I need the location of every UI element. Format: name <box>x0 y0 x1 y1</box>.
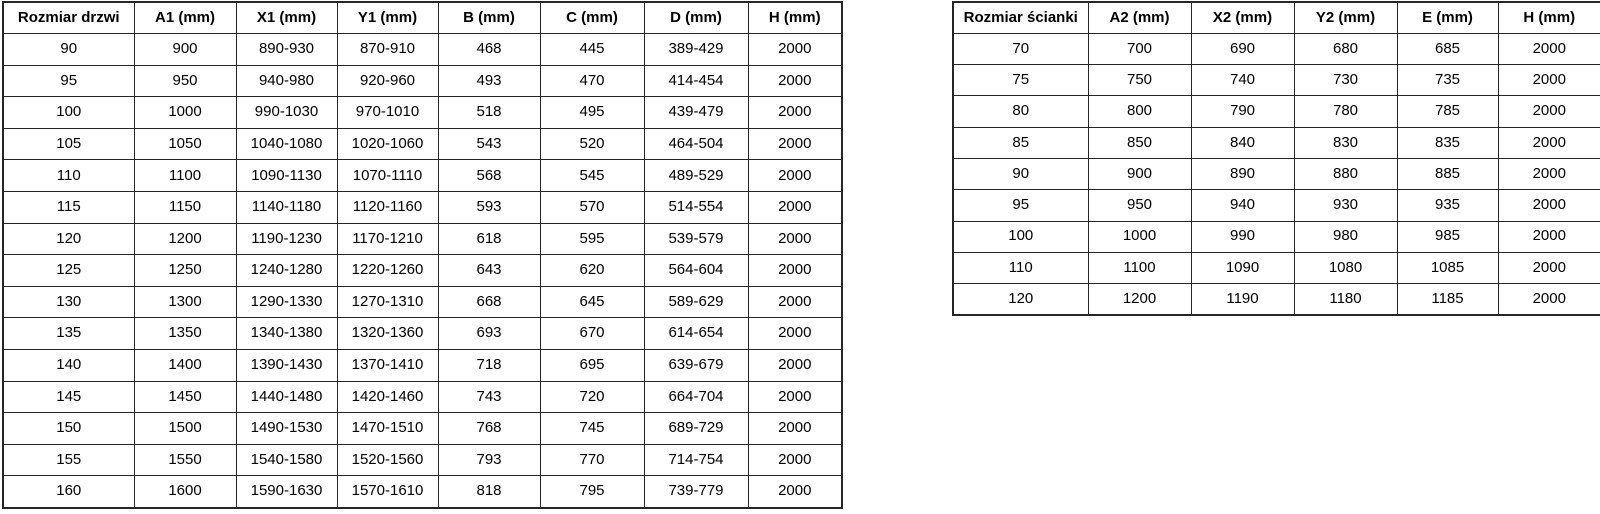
table-cell: 2000 <box>1498 33 1600 64</box>
table-cell: 1200 <box>134 223 236 255</box>
table-cell: 700 <box>1088 33 1191 64</box>
table-cell: 990 <box>1191 221 1294 252</box>
table-cell: 1470-1510 <box>337 413 438 445</box>
table-row <box>3 286 842 318</box>
table-cell: 1000 <box>1088 221 1191 252</box>
table-cell: 880 <box>1294 158 1397 189</box>
table-cell: 1100 <box>134 160 236 192</box>
table-cell: 85 <box>953 127 1088 158</box>
table-cell: 1085 <box>1397 252 1498 283</box>
table-cell: 1020-1060 <box>337 128 438 160</box>
table-cell: 120 <box>3 223 134 255</box>
table-cell: 110 <box>953 252 1088 283</box>
table-cell: 1150 <box>134 192 236 224</box>
table-row <box>3 318 842 350</box>
table-cell: 800 <box>1088 96 1191 127</box>
table-cell: 785 <box>1397 96 1498 127</box>
table-cell: 495 <box>540 97 644 129</box>
table-cell: 1220-1260 <box>337 255 438 287</box>
table-cell: 130 <box>3 286 134 318</box>
table-cell: 745 <box>540 413 644 445</box>
table-cell: 795 <box>540 476 644 508</box>
table-cell: 75 <box>953 65 1088 96</box>
table-cell: 990-1030 <box>236 97 337 129</box>
table-cell: 2000 <box>748 97 842 129</box>
table-cell: 105 <box>3 128 134 160</box>
table-cell: 1590-1630 <box>236 476 337 508</box>
table-cell: 2000 <box>748 476 842 508</box>
table-cell: 618 <box>438 223 540 255</box>
table-cell: 840 <box>1191 127 1294 158</box>
table-row <box>953 284 1600 315</box>
table-cell: 1570-1610 <box>337 476 438 508</box>
table-cell: 1390-1430 <box>236 350 337 382</box>
table-cell: 518 <box>438 97 540 129</box>
table-row <box>3 476 842 508</box>
table-cell: 780 <box>1294 96 1397 127</box>
column-header: X2 (mm) <box>1191 2 1294 33</box>
table-cell: 90 <box>953 158 1088 189</box>
table-cell: 743 <box>438 381 540 413</box>
table-row <box>953 65 1600 96</box>
table-cell: 1200 <box>1088 284 1191 315</box>
table-cell: 770 <box>540 444 644 476</box>
table-cell: 1140-1180 <box>236 192 337 224</box>
table-cell: 1350 <box>134 318 236 350</box>
table-cell: 1190-1230 <box>236 223 337 255</box>
table-row <box>3 97 842 129</box>
table-cell: 90 <box>3 34 134 66</box>
table-row <box>953 252 1600 283</box>
table-cell: 2000 <box>1498 221 1600 252</box>
table-cell: 2000 <box>1498 65 1600 96</box>
table-cell: 1100 <box>1088 252 1191 283</box>
table-cell: 514-554 <box>644 192 748 224</box>
table-cell: 900 <box>134 34 236 66</box>
table-cell: 950 <box>1088 190 1191 221</box>
table-cell: 160 <box>3 476 134 508</box>
table-cell: 2000 <box>748 160 842 192</box>
table-cell: 1090 <box>1191 252 1294 283</box>
table-cell: 614-654 <box>644 318 748 350</box>
table-cell: 985 <box>1397 221 1498 252</box>
table-cell: 950 <box>134 65 236 97</box>
table-cell: 750 <box>1088 65 1191 96</box>
table-cell: 2000 <box>1498 284 1600 315</box>
table-cell: 593 <box>438 192 540 224</box>
table-cell: 689-729 <box>644 413 748 445</box>
table-cell: 414-454 <box>644 65 748 97</box>
table-cell: 1300 <box>134 286 236 318</box>
table-row <box>3 350 842 382</box>
table-cell: 720 <box>540 381 644 413</box>
table-cell: 470 <box>540 65 644 97</box>
table-cell: 1080 <box>1294 252 1397 283</box>
table-cell: 2000 <box>748 192 842 224</box>
table-cell: 468 <box>438 34 540 66</box>
column-header: Rozmiar ścianki <box>953 2 1088 33</box>
table-cell: 1340-1380 <box>236 318 337 350</box>
table-cell: 1490-1530 <box>236 413 337 445</box>
table-cell: 110 <box>3 160 134 192</box>
table-cell: 970-1010 <box>337 97 438 129</box>
table-cell: 1040-1080 <box>236 128 337 160</box>
table-cell: 735 <box>1397 65 1498 96</box>
column-header: A1 (mm) <box>134 2 236 34</box>
table-row <box>3 128 842 160</box>
table-cell: 1500 <box>134 413 236 445</box>
column-header: A2 (mm) <box>1088 2 1191 33</box>
table-cell: 1290-1330 <box>236 286 337 318</box>
table-row <box>3 444 842 476</box>
table-cell: 818 <box>438 476 540 508</box>
table-cell: 768 <box>438 413 540 445</box>
table-cell: 125 <box>3 255 134 287</box>
wall-dimensions-table <box>952 1 1600 316</box>
table-cell: 145 <box>3 381 134 413</box>
table-cell: 793 <box>438 444 540 476</box>
door-dimensions-table <box>2 1 843 509</box>
table-cell: 1185 <box>1397 284 1498 315</box>
table-cell: 620 <box>540 255 644 287</box>
table-cell: 140 <box>3 350 134 382</box>
wall-table-header-row <box>953 2 1600 33</box>
table-cell: 1180 <box>1294 284 1397 315</box>
table-cell: 730 <box>1294 65 1397 96</box>
table-cell: 1120-1160 <box>337 192 438 224</box>
table-cell: 589-629 <box>644 286 748 318</box>
door-table-header-row <box>3 2 842 34</box>
table-cell: 1370-1410 <box>337 350 438 382</box>
table-cell: 2000 <box>748 65 842 97</box>
table-row <box>3 192 842 224</box>
table-cell: 1450 <box>134 381 236 413</box>
wall-table-body <box>953 33 1600 315</box>
table-row <box>953 158 1600 189</box>
table-cell: 568 <box>438 160 540 192</box>
table-cell: 695 <box>540 350 644 382</box>
table-cell: 445 <box>540 34 644 66</box>
table-cell: 120 <box>953 284 1088 315</box>
table-cell: 389-429 <box>644 34 748 66</box>
table-cell: 1240-1280 <box>236 255 337 287</box>
table-cell: 1540-1580 <box>236 444 337 476</box>
table-cell: 890-930 <box>236 34 337 66</box>
table-cell: 685 <box>1397 33 1498 64</box>
table-cell: 643 <box>438 255 540 287</box>
table-cell: 668 <box>438 286 540 318</box>
table-cell: 2000 <box>1498 252 1600 283</box>
door-table-body <box>3 34 842 508</box>
table-row <box>953 190 1600 221</box>
table-cell: 1420-1460 <box>337 381 438 413</box>
table-cell: 1090-1130 <box>236 160 337 192</box>
table-cell: 493 <box>438 65 540 97</box>
table-cell: 690 <box>1191 33 1294 64</box>
table-cell: 900 <box>1088 158 1191 189</box>
table-cell: 885 <box>1397 158 1498 189</box>
table-cell: 2000 <box>748 34 842 66</box>
table-cell: 835 <box>1397 127 1498 158</box>
table-cell: 1190 <box>1191 284 1294 315</box>
table-cell: 489-529 <box>644 160 748 192</box>
table-cell: 930 <box>1294 190 1397 221</box>
column-header: E (mm) <box>1397 2 1498 33</box>
table-row <box>953 33 1600 64</box>
table-row <box>953 221 1600 252</box>
table-cell: 740 <box>1191 65 1294 96</box>
table-row <box>3 381 842 413</box>
table-cell: 890 <box>1191 158 1294 189</box>
table-cell: 2000 <box>748 223 842 255</box>
table-cell: 1170-1210 <box>337 223 438 255</box>
table-cell: 664-704 <box>644 381 748 413</box>
table-cell: 680 <box>1294 33 1397 64</box>
table-cell: 1000 <box>134 97 236 129</box>
table-cell: 870-910 <box>337 34 438 66</box>
column-header: H (mm) <box>1498 2 1600 33</box>
table-cell: 920-960 <box>337 65 438 97</box>
table-cell: 100 <box>953 221 1088 252</box>
table-cell: 135 <box>3 318 134 350</box>
table-cell: 2000 <box>748 318 842 350</box>
column-header: X1 (mm) <box>236 2 337 34</box>
table-cell: 570 <box>540 192 644 224</box>
table-row <box>953 127 1600 158</box>
table-cell: 790 <box>1191 96 1294 127</box>
table-cell: 645 <box>540 286 644 318</box>
table-cell: 100 <box>3 97 134 129</box>
table-cell: 595 <box>540 223 644 255</box>
table-row <box>3 255 842 287</box>
table-cell: 2000 <box>748 444 842 476</box>
table-cell: 80 <box>953 96 1088 127</box>
table-cell: 545 <box>540 160 644 192</box>
table-cell: 150 <box>3 413 134 445</box>
column-header: D (mm) <box>644 2 748 34</box>
table-cell: 115 <box>3 192 134 224</box>
column-header: B (mm) <box>438 2 540 34</box>
table-cell: 2000 <box>748 128 842 160</box>
table-cell: 2000 <box>1498 158 1600 189</box>
table-cell: 155 <box>3 444 134 476</box>
table-cell: 1250 <box>134 255 236 287</box>
table-cell: 564-604 <box>644 255 748 287</box>
column-header: Y2 (mm) <box>1294 2 1397 33</box>
table-cell: 1520-1560 <box>337 444 438 476</box>
table-cell: 439-479 <box>644 97 748 129</box>
table-cell: 2000 <box>748 381 842 413</box>
table-cell: 718 <box>438 350 540 382</box>
table-cell: 2000 <box>1498 96 1600 127</box>
table-cell: 935 <box>1397 190 1498 221</box>
table-cell: 1600 <box>134 476 236 508</box>
table-cell: 1050 <box>134 128 236 160</box>
table-cell: 2000 <box>748 286 842 318</box>
table-cell: 2000 <box>1498 127 1600 158</box>
table-row <box>953 96 1600 127</box>
column-header: Rozmiar drzwi <box>3 2 134 34</box>
column-header: H (mm) <box>748 2 842 34</box>
table-cell: 464-504 <box>644 128 748 160</box>
column-header: C (mm) <box>540 2 644 34</box>
table-cell: 714-754 <box>644 444 748 476</box>
table-row <box>3 223 842 255</box>
table-cell: 1320-1360 <box>337 318 438 350</box>
table-cell: 2000 <box>748 255 842 287</box>
table-cell: 1070-1110 <box>337 160 438 192</box>
table-cell: 2000 <box>748 413 842 445</box>
table-cell: 980 <box>1294 221 1397 252</box>
table-row <box>3 34 842 66</box>
table-cell: 693 <box>438 318 540 350</box>
table-cell: 95 <box>3 65 134 97</box>
table-cell: 1550 <box>134 444 236 476</box>
table-cell: 2000 <box>748 350 842 382</box>
table-cell: 940-980 <box>236 65 337 97</box>
table-row <box>3 65 842 97</box>
table-row <box>3 160 842 192</box>
table-cell: 2000 <box>1498 190 1600 221</box>
table-cell: 739-779 <box>644 476 748 508</box>
table-cell: 70 <box>953 33 1088 64</box>
table-cell: 543 <box>438 128 540 160</box>
table-cell: 520 <box>540 128 644 160</box>
table-cell: 850 <box>1088 127 1191 158</box>
table-cell: 539-579 <box>644 223 748 255</box>
table-cell: 1440-1480 <box>236 381 337 413</box>
table-cell: 95 <box>953 190 1088 221</box>
table-row <box>3 413 842 445</box>
column-header: Y1 (mm) <box>337 2 438 34</box>
table-cell: 830 <box>1294 127 1397 158</box>
table-cell: 639-679 <box>644 350 748 382</box>
table-cell: 670 <box>540 318 644 350</box>
table-cell: 940 <box>1191 190 1294 221</box>
table-cell: 1400 <box>134 350 236 382</box>
table-cell: 1270-1310 <box>337 286 438 318</box>
